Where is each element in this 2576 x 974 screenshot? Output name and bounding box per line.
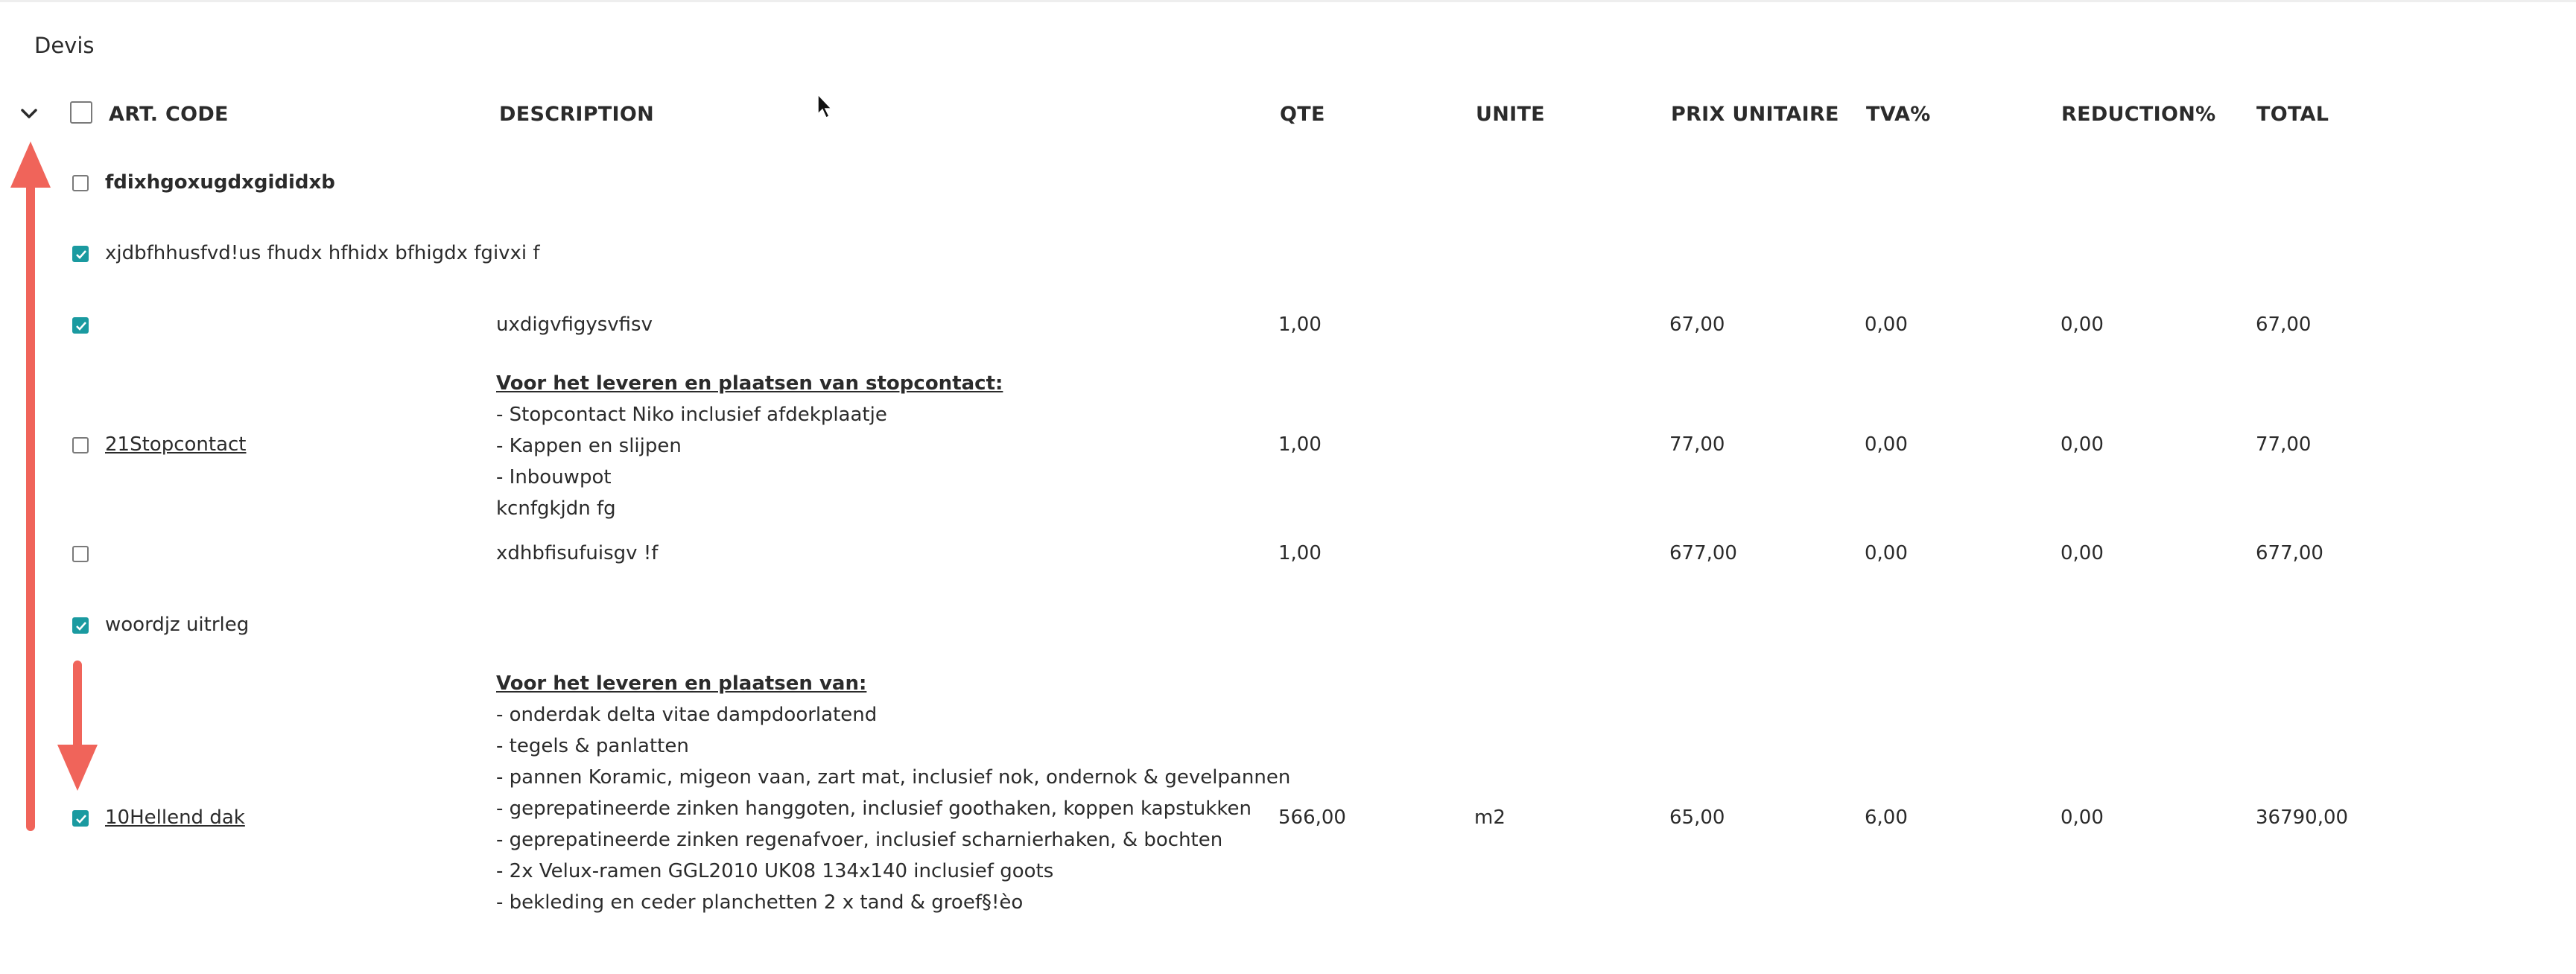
- item-prix: 65,00: [1669, 806, 1725, 829]
- item-tva: 0,00: [1865, 313, 1908, 336]
- group-label: fdixhgoxugdxgididxb: [105, 171, 335, 194]
- item-qte: 1,00: [1278, 433, 1322, 456]
- item-description: uxdigvfigysvfisv: [496, 313, 653, 336]
- item-total: 677,00: [2256, 542, 2323, 564]
- description-line: - Inbouwpot: [496, 466, 612, 488]
- description-line: - geprepatineerde zinken regenafvoer, inclusief scharnierhaken, & bochten: [496, 829, 1223, 851]
- description-line: - 2x Velux-ramen GGL2010 UK08 134x140 inclusief goots: [496, 860, 1054, 882]
- col-qte[interactable]: QTE: [1280, 103, 1325, 126]
- col-unite[interactable]: UNITE: [1476, 103, 1545, 126]
- item-reduction: 0,00: [2061, 313, 2104, 336]
- item-reduction: 0,00: [2061, 806, 2104, 829]
- page-title: Devis: [34, 33, 95, 58]
- item-unite: m2: [1474, 806, 1506, 829]
- col-prix-unitaire[interactable]: PRIX UNITAIRE: [1671, 103, 1839, 126]
- subgroup-label: woordjz uitrleg: [105, 614, 250, 636]
- item-tva: 0,00: [1865, 542, 1908, 564]
- item-description: xdhbfisufuisgv !f: [496, 542, 659, 564]
- item-reduction: 0,00: [2061, 433, 2104, 456]
- item-description-block: [496, 368, 1003, 524]
- description-line: - tegels & panlatten: [496, 735, 689, 757]
- subgroup-label: xjdbfhhusfvd!us fhudx hfhidx bfhigdx fgivxi f: [105, 242, 540, 264]
- item-tva: 6,00: [1865, 806, 1908, 829]
- item-art-code-link[interactable]: 21Stopcontact: [105, 433, 247, 456]
- description-title: Voor het leveren en plaatsen van:: [496, 672, 867, 695]
- item-prix: 77,00: [1669, 433, 1725, 456]
- mouse-cursor-icon: [816, 93, 834, 120]
- col-art-code[interactable]: ART. CODE: [109, 103, 229, 126]
- item-reduction: 0,00: [2061, 542, 2104, 564]
- item-prix: 67,00: [1669, 313, 1725, 336]
- item-art-code-link[interactable]: 10Hellend dak: [105, 806, 245, 829]
- col-reduction[interactable]: REDUCTION%: [2061, 103, 2216, 126]
- description-line: - geprepatineerde zinken hanggoten, inclusief goothaken, koppen kapstukken: [496, 798, 1251, 820]
- item-qte: 1,00: [1278, 542, 1322, 564]
- item-prix: 677,00: [1669, 542, 1737, 564]
- col-description[interactable]: DESCRIPTION: [499, 103, 655, 126]
- description-line: - Kappen en slijpen: [496, 435, 682, 457]
- item-total: 77,00: [2256, 433, 2312, 456]
- top-divider: [0, 0, 2576, 2]
- item-tva: 0,00: [1865, 433, 1908, 456]
- description-line: - onderdak delta vitae dampdoorlatend: [496, 704, 878, 726]
- description-title: Voor het leveren en plaatsen van stopcontact:: [496, 372, 1003, 395]
- item-qte: 1,00: [1278, 313, 1322, 336]
- item-qte: 566,00: [1278, 806, 1346, 829]
- description-line: - bekleding en ceder planchetten 2 x tand & groef§!èo: [496, 891, 1024, 914]
- item-total: 36790,00: [2256, 806, 2349, 829]
- arrow-annotation-icon: [0, 0, 104, 856]
- col-total[interactable]: TOTAL: [2256, 103, 2329, 126]
- item-total: 67,00: [2256, 313, 2312, 336]
- description-line: kcnfgkjdn fg: [496, 497, 616, 520]
- description-line: - Stopcontact Niko inclusief afdekplaatje: [496, 404, 887, 426]
- col-tva[interactable]: TVA%: [1866, 103, 1931, 126]
- item-description-block: [496, 668, 1290, 918]
- description-line: - pannen Koramic, migeon vaan, zart mat, inclusief nok, ondernok & gevelpannen: [496, 766, 1291, 789]
